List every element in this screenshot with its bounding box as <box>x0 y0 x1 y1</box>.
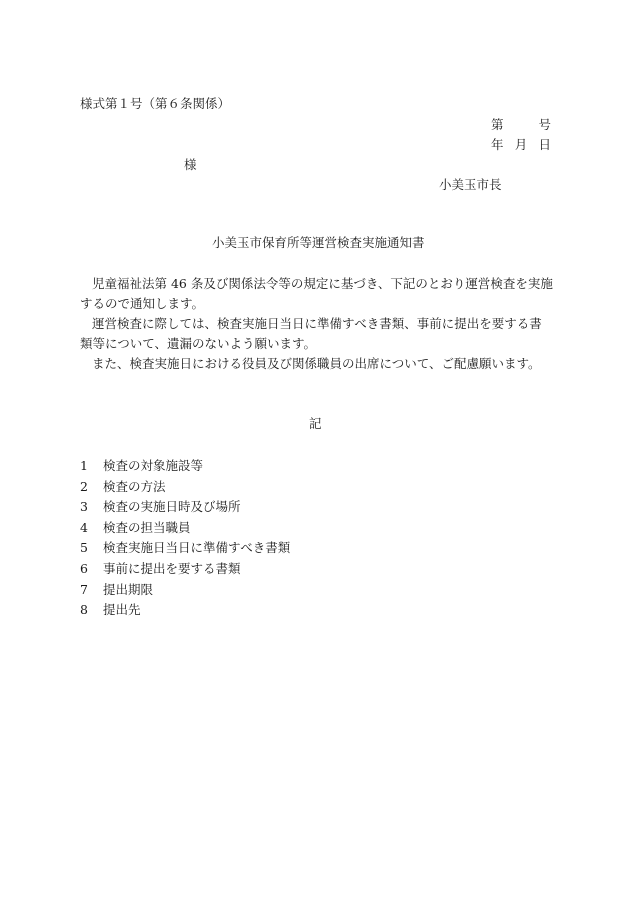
items-list <box>80 456 290 621</box>
item-number: 1 <box>80 458 88 473</box>
list-item <box>80 497 290 518</box>
list-item <box>80 538 290 559</box>
item-number: 2 <box>80 478 88 494</box>
list-item <box>80 559 290 580</box>
item-number: 4 <box>80 519 88 535</box>
item-number: 8 <box>80 602 88 618</box>
item-label: 検査の方法 <box>103 478 166 494</box>
item-label: 事前に提出を要する書類 <box>103 560 241 576</box>
item-label: 提出先 <box>103 602 141 618</box>
document-number-suffix: 号 <box>538 117 551 132</box>
document-date-label <box>491 139 551 152</box>
item-number: 6 <box>80 560 88 576</box>
date-day-label: 日 <box>538 137 551 152</box>
item-label: 提出期限 <box>103 581 154 597</box>
document-number-label <box>491 119 551 132</box>
list-item <box>80 600 290 621</box>
list-item <box>80 456 290 477</box>
item-label: 検査実施日当日に準備すべき書類 <box>103 540 291 556</box>
date-month-label: 月 <box>514 137 528 152</box>
body-paragraph: 児童福祉法第 46 条及び関係法令等の規定に基づき、下記のとおり運営検査を実施するので通知します。 <box>80 276 553 311</box>
item-label: 検査の対象施設等 <box>103 458 204 473</box>
list-item <box>80 518 290 539</box>
item-number: 5 <box>80 540 88 556</box>
issuer: 小美玉市長 <box>439 177 502 192</box>
list-item <box>80 477 290 498</box>
ki-heading: 記 <box>309 416 322 431</box>
addressee: 様 <box>184 157 197 172</box>
item-label: 検査の担当職員 <box>103 519 191 535</box>
item-label: 検査の実施日時及び場所 <box>103 499 241 515</box>
body-paragraph: また、検査実施日における役員及び関係職員の出席について、ご配慮願います。 <box>92 356 541 371</box>
body-paragraph: 運営検査に際しては、検査実施日当日に準備すべき書類、事前に提出を要する書類等について、遺漏のないよう願います。 <box>80 316 542 351</box>
item-number: 3 <box>80 499 88 515</box>
list-item <box>80 580 290 601</box>
date-year-label: 年 <box>491 137 504 152</box>
document-number-prefix: 第 <box>491 117 504 132</box>
document-title: 小美玉市保育所等運営検査実施通知書 <box>212 235 425 250</box>
form-label: 様式第１号（第６条関係） <box>80 96 231 111</box>
item-number: 7 <box>80 581 88 597</box>
